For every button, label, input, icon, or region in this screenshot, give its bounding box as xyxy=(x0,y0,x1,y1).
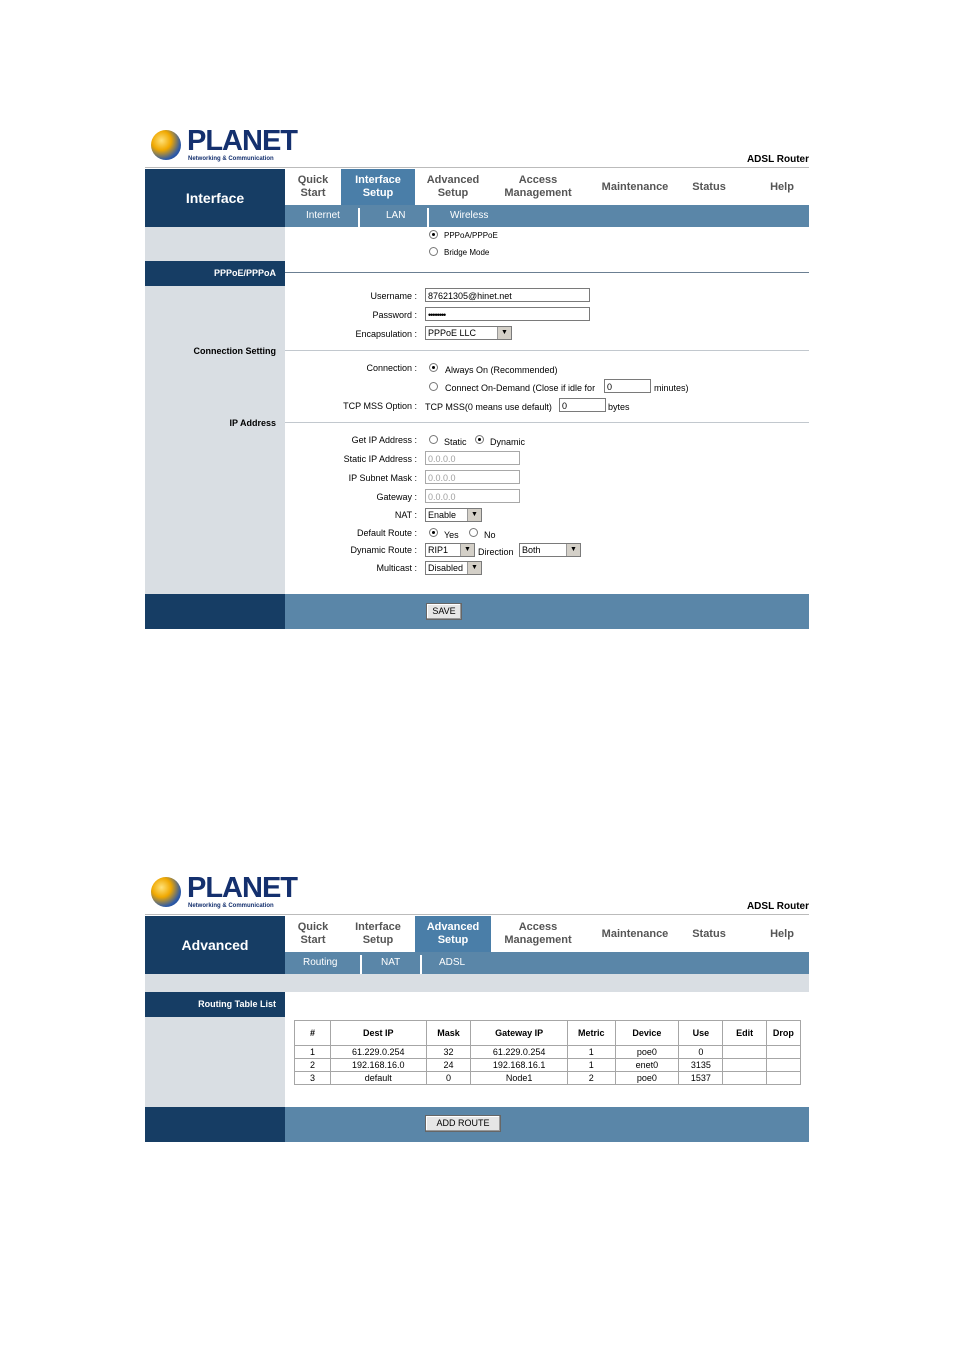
divider xyxy=(285,272,809,273)
edit-cell[interactable] xyxy=(723,1059,766,1072)
tab-access-management[interactable]: Access Management xyxy=(504,921,572,946)
tab-advanced-setup[interactable]: Advanced Setup xyxy=(426,174,480,199)
divider xyxy=(145,914,809,915)
divider xyxy=(358,208,360,227)
table-cell: 2 xyxy=(568,1072,616,1085)
column-header: Metric xyxy=(568,1021,616,1046)
table-cell: enet0 xyxy=(615,1059,679,1072)
connection-setting-label: Connection Setting xyxy=(193,346,276,356)
tab-interface-setup[interactable]: Interface Setup xyxy=(355,921,401,946)
ip-address-label: IP Address xyxy=(229,418,276,428)
direction-value: Both xyxy=(522,545,541,555)
mode-pppoa-label: PPPoA/PPPoE xyxy=(444,231,498,240)
divider xyxy=(285,422,809,423)
default-route-no-label: No xyxy=(484,530,496,540)
tab-help[interactable]: Help xyxy=(770,927,794,940)
column-header: Gateway IP xyxy=(471,1021,568,1046)
dynamic-radio[interactable] xyxy=(475,435,484,444)
table-header-row xyxy=(295,1021,801,1046)
column-header: Mask xyxy=(426,1021,471,1046)
divider xyxy=(360,955,362,974)
get-ip-label: Get IP Address : xyxy=(351,435,417,445)
logo-text: PLANET xyxy=(187,872,297,904)
table-cell: 1 xyxy=(568,1046,616,1059)
table-cell: 3135 xyxy=(679,1059,723,1072)
sub-tabs xyxy=(285,205,809,227)
nat-select[interactable] xyxy=(425,508,482,522)
routing-table xyxy=(294,1020,801,1085)
chevron-down-icon: ▼ xyxy=(460,544,474,556)
table-cell: poe0 xyxy=(615,1046,679,1059)
globe-icon xyxy=(151,877,181,907)
tab-status[interactable]: Status xyxy=(692,927,726,940)
drop-cell[interactable] xyxy=(766,1072,800,1085)
direction-label: Direction xyxy=(478,547,514,557)
chevron-down-icon: ▼ xyxy=(497,327,511,339)
table-cell: 2 xyxy=(295,1059,331,1072)
mode-pppoa-radio[interactable] xyxy=(429,230,438,239)
table-cell: 24 xyxy=(426,1059,471,1072)
column-header: Drop xyxy=(766,1021,800,1046)
divider xyxy=(420,955,422,974)
subtab-lan[interactable]: LAN xyxy=(386,210,406,221)
password-label: Password : xyxy=(372,310,417,320)
main-tabs xyxy=(285,916,809,952)
static-ip-input[interactable]: 0.0.0.0 xyxy=(425,451,520,465)
username-label: Username : xyxy=(370,291,417,301)
table-cell: 192.168.16.0 xyxy=(330,1059,426,1072)
always-on-radio[interactable] xyxy=(429,363,438,372)
mode-bridge-label: Bridge Mode xyxy=(444,248,490,257)
table-cell: 192.168.16.1 xyxy=(471,1059,568,1072)
minutes-label: minutes) xyxy=(654,383,689,393)
section-title: Routing Table List xyxy=(145,992,285,1017)
logo-text: PLANET xyxy=(187,125,297,157)
chevron-down-icon: ▼ xyxy=(566,544,580,556)
logo-tagline: Networking & Communication xyxy=(188,156,274,162)
bytes-label: bytes xyxy=(608,402,630,412)
spacer-bar xyxy=(285,974,809,992)
encapsulation-label: Encapsulation : xyxy=(355,329,417,339)
column-header: # xyxy=(295,1021,331,1046)
edit-cell[interactable] xyxy=(723,1046,766,1059)
dynamic-label: Dynamic xyxy=(490,437,526,447)
subnet-mask-label: IP Subnet Mask : xyxy=(348,473,417,483)
drop-cell[interactable] xyxy=(766,1046,800,1059)
username-input[interactable]: 87621305@hinet.net xyxy=(425,288,590,302)
table-cell: 61.229.0.254 xyxy=(330,1046,426,1059)
footer-bar xyxy=(145,594,809,629)
multicast-label: Multicast : xyxy=(376,563,417,573)
planet-logo xyxy=(149,125,297,162)
nat-label: NAT : xyxy=(394,510,417,520)
tab-status[interactable]: Status xyxy=(692,180,726,193)
nat-value: Enable xyxy=(428,510,457,520)
section-title: PPPoE/PPPoA xyxy=(145,261,285,286)
tcp-mss-text: TCP MSS(0 means use default) xyxy=(425,402,552,412)
column-header: Edit xyxy=(723,1021,766,1046)
static-ip-label: Static IP Address : xyxy=(343,454,417,464)
model-name: ADSL Router xyxy=(746,154,809,165)
table-cell: 0 xyxy=(426,1072,471,1085)
edit-cell[interactable] xyxy=(723,1072,766,1085)
connection-label: Connection : xyxy=(366,363,417,373)
on-demand-label: Connect On-Demand (Close if idle for xyxy=(445,383,596,393)
password-input[interactable]: •••••••• xyxy=(425,307,590,321)
direction-select[interactable] xyxy=(519,543,581,557)
subtab-wireless[interactable]: Wireless xyxy=(450,210,489,221)
dynamic-route-label: Dynamic Route : xyxy=(350,545,417,555)
mode-bridge-radio[interactable] xyxy=(429,247,438,256)
add-route-button[interactable]: ADD ROUTE xyxy=(425,1115,501,1132)
divider xyxy=(145,167,809,168)
model-name: ADSL Router xyxy=(746,901,809,912)
interface-setup-screen xyxy=(145,120,809,630)
tab-maintenance[interactable]: Maintenance xyxy=(601,927,669,940)
divider xyxy=(427,208,429,227)
sub-tabs xyxy=(285,952,809,974)
table-cell: 1537 xyxy=(679,1072,723,1085)
always-on-label: Always On (Recommended) xyxy=(445,365,558,375)
tab-maintenance[interactable]: Maintenance xyxy=(601,180,669,193)
subtab-nat[interactable]: NAT xyxy=(381,957,401,968)
multicast-select[interactable] xyxy=(425,561,482,575)
gateway-input[interactable]: 0.0.0.0 xyxy=(425,489,520,503)
tab-interface-setup[interactable]: Interface Setup xyxy=(341,169,415,205)
footer-left xyxy=(145,1107,285,1142)
table-cell: 1 xyxy=(568,1059,616,1072)
table-cell: 3 xyxy=(295,1072,331,1085)
table-cell: 32 xyxy=(426,1046,471,1059)
gateway-label: Gateway : xyxy=(376,492,417,502)
static-label: Static xyxy=(444,437,467,447)
tab-advanced-setup[interactable]: Advanced Setup xyxy=(415,916,491,952)
column-header: Use xyxy=(679,1021,723,1046)
dynamic-route-select[interactable] xyxy=(425,543,475,557)
dynamic-route-value: RIP1 xyxy=(428,545,449,555)
drop-cell[interactable] xyxy=(766,1059,800,1072)
default-route-yes-radio[interactable] xyxy=(429,528,438,537)
encapsulation-value: PPPoE LLC xyxy=(428,328,477,338)
on-demand-radio[interactable] xyxy=(429,382,438,391)
default-route-yes-label: Yes xyxy=(444,530,459,540)
table-row xyxy=(295,1046,801,1059)
table-row xyxy=(295,1072,801,1085)
subtab-routing[interactable]: Routing xyxy=(303,957,338,968)
encapsulation-select[interactable] xyxy=(425,326,512,340)
nav-title: Interface xyxy=(145,169,285,227)
advanced-setup-screen xyxy=(145,867,809,1143)
table-row xyxy=(295,1059,801,1072)
static-radio[interactable] xyxy=(429,435,438,444)
nav-title: Advanced xyxy=(145,916,285,974)
subnet-mask-input[interactable]: 0.0.0.0 xyxy=(425,470,520,484)
chevron-down-icon: ▼ xyxy=(467,509,481,521)
divider xyxy=(285,350,809,351)
table-cell: default xyxy=(330,1072,426,1085)
tab-access-management[interactable]: Access Management xyxy=(504,174,572,199)
main-tabs xyxy=(285,169,809,205)
table-cell: 0 xyxy=(679,1046,723,1059)
subtab-internet[interactable]: Internet xyxy=(306,210,340,221)
table-cell: Node1 xyxy=(471,1072,568,1085)
subtab-adsl[interactable]: ADSL xyxy=(439,957,466,968)
table-cell: 61.229.0.254 xyxy=(471,1046,568,1059)
tab-quick-start[interactable]: Quick Start xyxy=(297,921,329,946)
table-cell: poe0 xyxy=(615,1072,679,1085)
tab-help[interactable]: Help xyxy=(770,180,794,193)
default-route-label: Default Route : xyxy=(356,528,417,538)
save-button[interactable]: SAVE xyxy=(426,603,462,620)
tcp-mss-label: TCP MSS Option : xyxy=(343,401,417,411)
table-cell: 1 xyxy=(295,1046,331,1059)
logo-tagline: Networking & Communication xyxy=(188,903,274,909)
column-header: Dest IP xyxy=(330,1021,426,1046)
globe-icon xyxy=(151,130,181,160)
idle-minutes-input[interactable]: 0 xyxy=(604,379,651,393)
default-route-no-radio[interactable] xyxy=(469,528,478,537)
chevron-down-icon: ▼ xyxy=(467,562,481,574)
tcp-mss-input[interactable]: 0 xyxy=(559,398,606,412)
column-header: Device xyxy=(615,1021,679,1046)
planet-logo xyxy=(149,872,297,909)
footer-left xyxy=(145,594,285,629)
tab-quick-start[interactable]: Quick Start xyxy=(297,174,329,199)
multicast-value: Disabled xyxy=(428,563,464,573)
